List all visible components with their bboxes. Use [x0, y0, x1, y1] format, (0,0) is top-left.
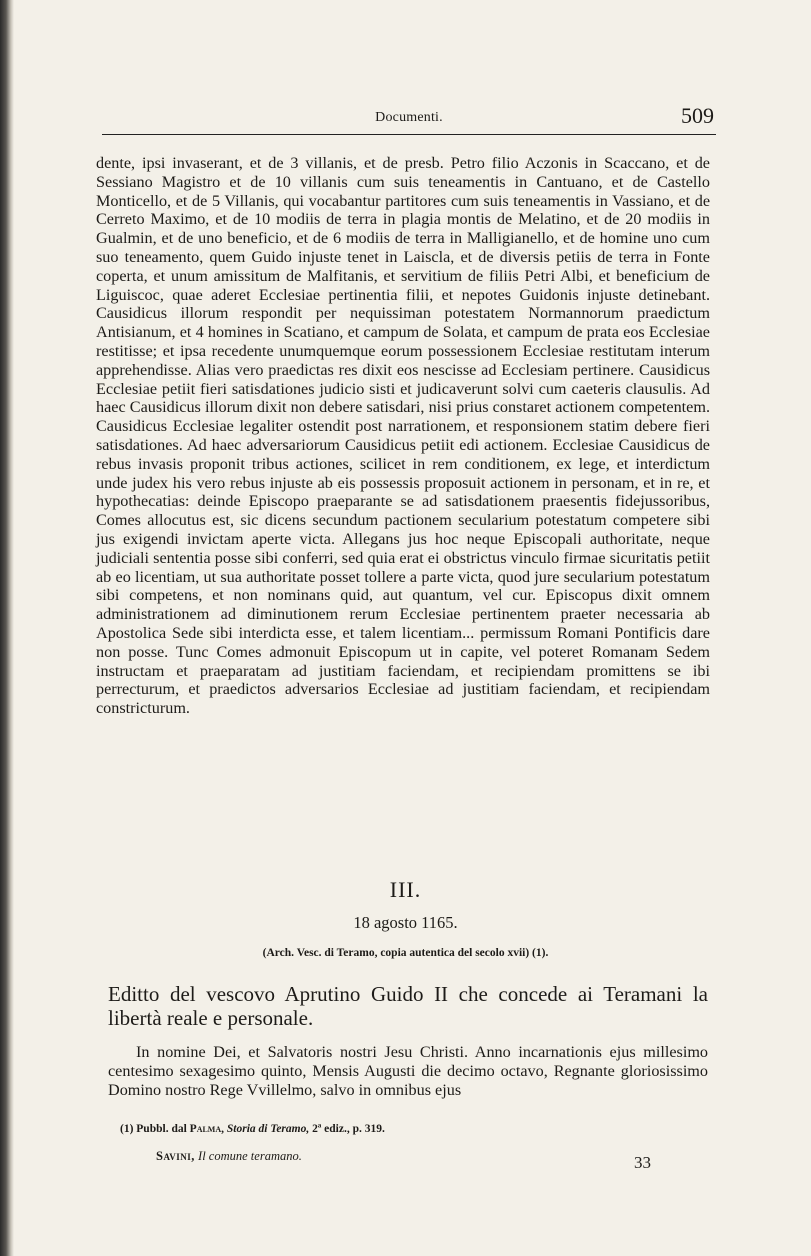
- body-text: [96, 154, 710, 718]
- signature-line: [156, 1149, 302, 1164]
- body-paragraph: dente, ipsi invaserant, et de 3 villanis, et de presb. Petro filio Aczonis in Scaccano, et de Sessiano Magistro et de 10 villanis cum suis teneamentis in Cantuano, et de Castello Monticello, et de 5 Villanis, qui vocabantur partitores cum suis teneamentis in Vassiano, et de Cerreto Maximo, et de 10 modiis de terra in plagia montis de Melatino, et de 20 modiis in Gualmin, et de uno beneficio, et de 6 modiis de terra in Malligianello, et de homine uno cum suo teneamento, quem Guido injuste tenet in Laiscla, et de diversis petiis de terra in Fonte coperta, et unum amissitum de Malfitanis, et servitium de filiis Petri Albi, et beneficium de Liguiscoc, quae aderet Ecclesiae pertinentia filii, et nepotes Guidonis injuste detinebant. Causidicus illorum respondit per nequissiman potestatem Normannorum praedictum Antisianum, et 4 homines in Scatiano, et campum de Solata, et campum de prata eos Ecclesiae restitisse; et ipsa recedente unumquemque eorum possessionem Ecclesiae restitutam interum apprehendisse. Alias vero praedictas res dixit eos nescisse ad Ecclesiam pertinere. Causidicus Ecclesiae petiit fieri satisdationes judicio sisti et judicaverunt solvi cum caeteris clausulis. Ad haec Causidicus illorum dixit non debere satisdari, nisi prius constaret actionem competentem. Causidicus Ecclesiae legaliter ostendit post narrationem, et responsionem statim debere fieri satisdationes. Ad haec adversariorum Causidicus petiit edi actionem. Ecclesiae Causidicus de rebus invasis proponit tribus actiones, scilicet in rem conditionem, ex lege, et interdictum unde judex his vero rebus injuste ab eis possessis proposuit actionem in personam, et in re, et hypothecatias: deinde Episcopo praeparante se ad satisdationem praesentis fidejussoribus, Comes allocutus est, sic dicens secundum pactionem secularium potestatum competere sibi jus exigendi invictam aperte victa. Allegans jus hoc neque Episcopali authoritate, neque judiciali sententia posse sibi conferri, sed quia erat ei obstrictus vinculo firmae sicuritatis petiit ab eo licentiam, ut sua authoritate posset tollere a parte victa, quod jure secularium potestatum sibi competens, et non nominans quid, aut quantum, vel cur. Episcopus dixit omnem administrationem ad diminutionem rerum Ecclesiae pertinentem praeter necessaria ab Apostolica Sede sibi interdicta esse, et talem licentiam... permissum Romani Pontificis dare non posse. Tunc Comes admonuit Episcopum ut in capite, vel poteret Romanam Sedem instructam et praeparatam ad justitiam faciendam, et recipiendam promittens se ibi perrecturum, et praedictos adversarios Ecclesiae ad justitiam faciendam, et recipiendam constricturum.: [96, 154, 710, 718]
- page-header: [102, 100, 716, 135]
- footnote-author: Palma,: [189, 1123, 225, 1135]
- document-heading: Editto del vescovo Aprutino Guido II che concede ai Teramani la libertà reale e personale.: [108, 982, 708, 1030]
- signature-author: Savini,: [156, 1149, 195, 1163]
- signature-number: 33: [634, 1153, 651, 1172]
- document-date: 18 agosto 1165.: [353, 913, 458, 932]
- archive-note: (Arch. Vesc. di Teramo, copia autentica del secolo xvii) (1).: [262, 947, 549, 959]
- footnote-edition: 2ª ediz., p. 319.: [312, 1123, 385, 1135]
- document-text: [108, 1043, 708, 1099]
- section-number: III.: [389, 877, 422, 902]
- footnote-marker: (1) Pubbl. dal: [120, 1123, 187, 1135]
- page-number: 509: [681, 103, 714, 128]
- document-paragraph: In nomine Dei, et Salvatoris nostri Jesu Christi. Anno incarnationis ejus millesimo centesimo sexagesimo quinto, Mensis Augusti die decimo octavo, Regnante gloriosissimo Domino nostro Rege Vvillelmo, salvo in omnibus ejus: [108, 1043, 708, 1099]
- signature-work: Il comune teramano.: [198, 1149, 302, 1163]
- binding-shadow: [0, 0, 14, 1256]
- footnote-work: Storia di Teramo,: [226, 1123, 310, 1135]
- running-title: Documenti.: [375, 110, 443, 125]
- footnote: [120, 1123, 710, 1135]
